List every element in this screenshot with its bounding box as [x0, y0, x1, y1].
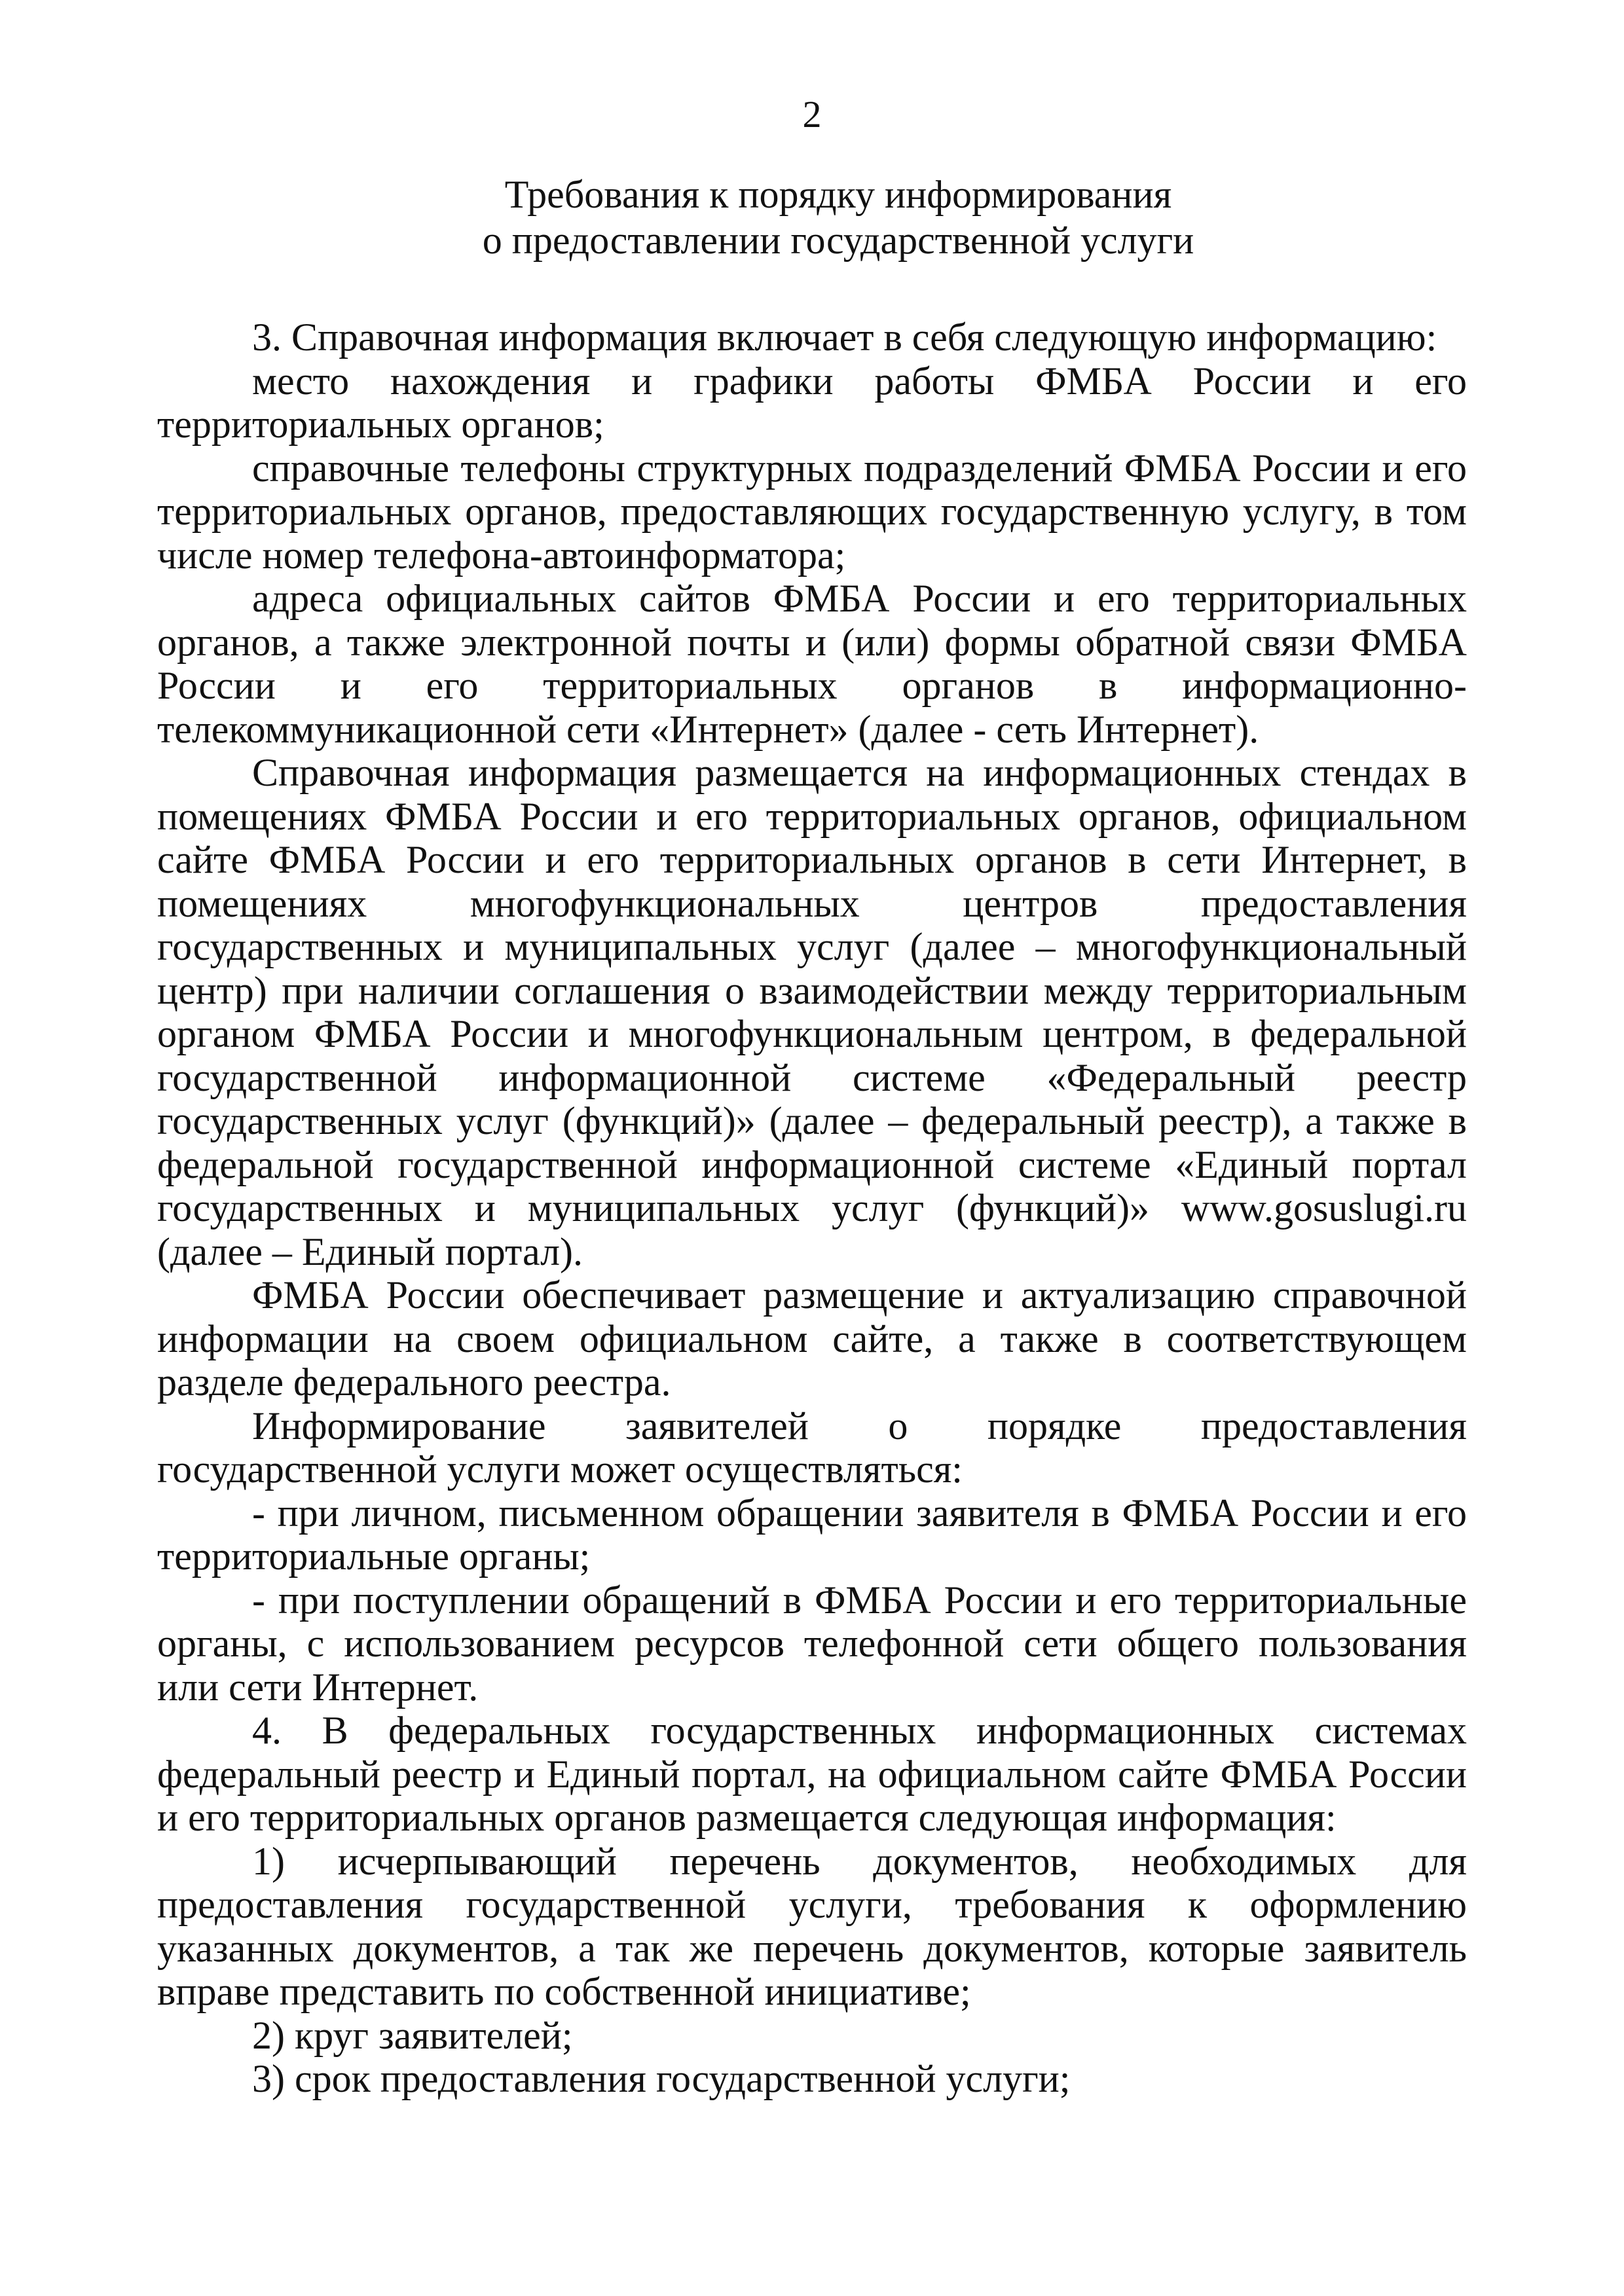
paragraph-remote-appeal: - при поступлении обращений в ФМБА России и его территориальные органы, с использованием ресурсов телефонной сети общего пользования или сети Интернет.: [157, 1578, 1467, 1709]
page-number: 2: [802, 93, 822, 136]
paragraph-placement: Справочная информация размещается на информационных стендах в помещениях ФМБА России и его территориальных органов, официальном сайте ФМБА России и его территориальных органов в сети Интернет, в помещениях многофункциональных центров предоставления государственных и муниципальных услуг (далее – многофункциональный центр) при наличии соглашения о взаимодействии между территориальным органом ФМБА России и многофункциональным центром, в федеральной государственной информационной системе «Федеральный реестр государственных услуг (функций)» (далее – федеральный реестр), а также в федеральной государственной информационной системе «Единый портал государственных и муниципальных услуг (функций)» www.gosuslugi.ru (далее – Единый портал).: [157, 751, 1467, 1273]
paragraph-phones: справочные телефоны структурных подразделений ФМБА России и его территориальных органов, предоставляющих государственную услугу, в том числе номер телефона-автоинформатора;: [157, 446, 1467, 577]
list-item-1-documents: 1) исчерпывающий перечень документов, необходимых для предоставления государственной услуги, требования к оформлению указанных документов, а так же перечень документов, которые заявитель вправе представить по собственной инициативе;: [157, 1839, 1467, 2013]
list-item-3-term: 3) срок предоставления государственной услуги;: [252, 2057, 1071, 2100]
section-heading: [157, 172, 1519, 263]
paragraph-informing-intro: Информирование заявителей о порядке предоставления государственной услуги может осуществляться:: [157, 1404, 1467, 1491]
paragraph-websites: адреса официальных сайтов ФМБА России и его территориальных органов, а также электронной почты и (или) формы обратной связи ФМБА России и его территориальных органов в информационно-телекоммуникационной сети «Интернет» (далее - сеть Интернет).: [157, 577, 1467, 751]
paragraph-personal-appeal: - при личном, письменном обращении заявителя в ФМБА России и его территориальные органы;: [157, 1491, 1467, 1578]
section-heading-line-1: Требования к порядку информирования: [504, 173, 1172, 216]
paragraph-location-schedule: место нахождения и графики работы ФМБА России и его территориальных органов;: [157, 359, 1467, 446]
body-text: [157, 316, 1467, 2101]
paragraph-4-intro: 4. В федеральных государственных информационных системах федеральный реестр и Единый портал, на официальном сайте ФМБА России и его территориальных органов размещается следующая информация:: [157, 1709, 1467, 1839]
paragraph-actualization: ФМБА России обеспечивает размещение и актуализацию справочной информации на своем официальном сайте, а также в соответствующем разделе федерального реестра.: [157, 1273, 1467, 1404]
list-item-2-applicants: 2) круг заявителей;: [252, 2013, 573, 2057]
section-heading-line-2: о предоставлении государственной услуги: [482, 219, 1194, 262]
paragraph-3-intro: 3. Справочная информация включает в себя следующую информацию:: [252, 316, 1437, 359]
